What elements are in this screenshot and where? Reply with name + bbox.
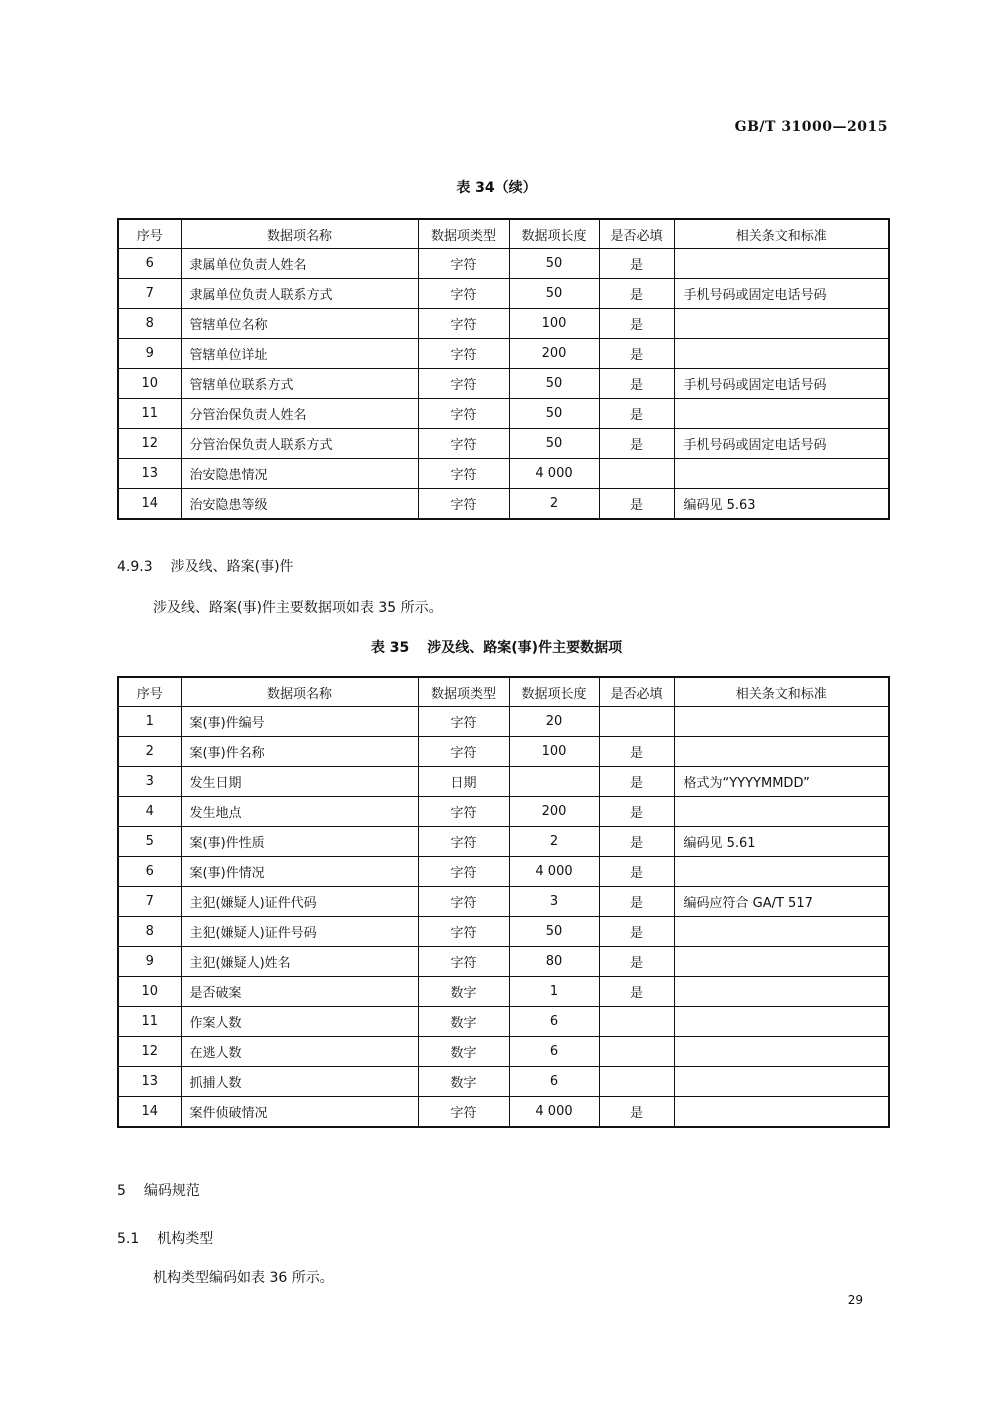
cell-seq: 4 bbox=[118, 797, 181, 827]
cell-item-name: 在逃人数 bbox=[181, 1037, 418, 1067]
cell-item-length: 200 bbox=[509, 339, 599, 369]
table-row bbox=[118, 917, 889, 947]
table-row bbox=[118, 827, 889, 857]
table-34-caption: 表 34（续） bbox=[456, 180, 537, 196]
header-item-name: 数据项名称 bbox=[181, 677, 418, 707]
cell-required: 是 bbox=[599, 279, 674, 309]
header-seq: 序号 bbox=[118, 219, 181, 249]
cell-seq: 11 bbox=[118, 399, 181, 429]
cell-item-length: 1 bbox=[509, 977, 599, 1007]
cell-item-type: 数字 bbox=[418, 977, 509, 1007]
cell-seq: 6 bbox=[118, 857, 181, 887]
cell-item-type: 字符 bbox=[418, 399, 509, 429]
cell-required: 是 bbox=[599, 249, 674, 279]
table-row bbox=[118, 737, 889, 767]
cell-item-length: 4 000 bbox=[509, 857, 599, 887]
cell-item-length: 200 bbox=[509, 797, 599, 827]
cell-seq: 10 bbox=[118, 977, 181, 1007]
header-item-name: 数据项名称 bbox=[181, 219, 418, 249]
cell-seq: 12 bbox=[118, 429, 181, 459]
cell-item-name: 案(事)件编号 bbox=[181, 707, 418, 737]
cell-required: 是 bbox=[599, 797, 674, 827]
cell-item-type: 字符 bbox=[418, 369, 509, 399]
cell-seq: 7 bbox=[118, 887, 181, 917]
cell-item-length: 6 bbox=[509, 1007, 599, 1037]
table-row bbox=[118, 1097, 889, 1128]
cell-reference bbox=[674, 947, 889, 977]
section-5-1-heading bbox=[117, 1228, 213, 1248]
cell-item-name: 作案人数 bbox=[181, 1007, 418, 1037]
cell-item-name: 抓捕人数 bbox=[181, 1067, 418, 1097]
cell-item-type: 字符 bbox=[418, 797, 509, 827]
cell-item-length: 4 000 bbox=[509, 459, 599, 489]
cell-item-name: 发生地点 bbox=[181, 797, 418, 827]
cell-item-length: 50 bbox=[509, 917, 599, 947]
header-required: 是否必填 bbox=[599, 219, 674, 249]
table-row bbox=[118, 1067, 889, 1097]
header-item-type: 数据项类型 bbox=[418, 219, 509, 249]
table-row bbox=[118, 369, 889, 399]
table-35-caption bbox=[0, 637, 993, 657]
cell-item-type: 字符 bbox=[418, 737, 509, 767]
table-row bbox=[118, 947, 889, 977]
cell-item-name: 案(事)件情况 bbox=[181, 857, 418, 887]
cell-seq: 8 bbox=[118, 309, 181, 339]
cell-item-name: 隶属单位负责人姓名 bbox=[181, 249, 418, 279]
cell-required: 是 bbox=[599, 737, 674, 767]
cell-item-type: 数字 bbox=[418, 1067, 509, 1097]
table-row bbox=[118, 339, 889, 369]
cell-reference bbox=[674, 857, 889, 887]
page-number: 29 bbox=[847, 1293, 863, 1307]
cell-item-name: 管辖单位详址 bbox=[181, 339, 418, 369]
cell-item-name: 发生日期 bbox=[181, 767, 418, 797]
cell-item-name: 分管治保负责人姓名 bbox=[181, 399, 418, 429]
cell-required: 是 bbox=[599, 1097, 674, 1128]
cell-item-length: 4 000 bbox=[509, 1097, 599, 1128]
cell-reference bbox=[674, 1067, 889, 1097]
cell-item-name: 主犯(嫌疑人)姓名 bbox=[181, 947, 418, 977]
cell-item-name: 主犯(嫌疑人)证件代码 bbox=[181, 887, 418, 917]
cell-item-type: 字符 bbox=[418, 429, 509, 459]
cell-required bbox=[599, 1007, 674, 1037]
table-row bbox=[118, 977, 889, 1007]
cell-seq: 9 bbox=[118, 947, 181, 977]
table-row bbox=[118, 707, 889, 737]
cell-required: 是 bbox=[599, 767, 674, 797]
cell-item-type: 字符 bbox=[418, 857, 509, 887]
table-row bbox=[118, 309, 889, 339]
section-4-9-3-paragraph: 涉及线、路案(事)件主要数据项如表 35 所示。 bbox=[153, 600, 443, 616]
cell-seq: 8 bbox=[118, 917, 181, 947]
cell-reference bbox=[674, 737, 889, 767]
cell-reference: 编码见 5.63 bbox=[674, 489, 889, 520]
cell-reference: 格式为“YYYYMMDD” bbox=[674, 767, 889, 797]
cell-item-name: 案(事)件性质 bbox=[181, 827, 418, 857]
header-required: 是否必填 bbox=[599, 677, 674, 707]
table-row bbox=[118, 857, 889, 887]
cell-required: 是 bbox=[599, 309, 674, 339]
cell-seq: 9 bbox=[118, 339, 181, 369]
cell-seq: 10 bbox=[118, 369, 181, 399]
cell-seq: 13 bbox=[118, 459, 181, 489]
cell-item-length bbox=[509, 767, 599, 797]
cell-reference bbox=[674, 249, 889, 279]
section-5-heading bbox=[117, 1180, 200, 1200]
cell-item-name: 主犯(嫌疑人)证件号码 bbox=[181, 917, 418, 947]
cell-item-length: 20 bbox=[509, 707, 599, 737]
table-row bbox=[118, 399, 889, 429]
cell-item-length: 6 bbox=[509, 1067, 599, 1097]
cell-item-name: 治安隐患等级 bbox=[181, 489, 418, 520]
cell-item-length: 3 bbox=[509, 887, 599, 917]
header-item-length: 数据项长度 bbox=[509, 677, 599, 707]
cell-seq: 7 bbox=[118, 279, 181, 309]
cell-required: 是 bbox=[599, 429, 674, 459]
cell-reference bbox=[674, 1037, 889, 1067]
cell-item-type: 字符 bbox=[418, 917, 509, 947]
table-row bbox=[118, 767, 889, 797]
cell-item-length: 50 bbox=[509, 279, 599, 309]
table-row bbox=[118, 459, 889, 489]
cell-item-length: 50 bbox=[509, 249, 599, 279]
cell-required: 是 bbox=[599, 947, 674, 977]
cell-item-type: 日期 bbox=[418, 767, 509, 797]
cell-item-type: 字符 bbox=[418, 489, 509, 520]
table-row bbox=[118, 429, 889, 459]
cell-item-name: 治安隐患情况 bbox=[181, 459, 418, 489]
section-5-1-paragraph: 机构类型编码如表 36 所示。 bbox=[153, 1270, 334, 1286]
cell-required: 是 bbox=[599, 339, 674, 369]
cell-item-type: 字符 bbox=[418, 279, 509, 309]
cell-item-length: 6 bbox=[509, 1037, 599, 1067]
cell-item-name: 分管治保负责人联系方式 bbox=[181, 429, 418, 459]
cell-reference bbox=[674, 399, 889, 429]
section-title: 涉及线、路案(事)件 bbox=[170, 559, 294, 575]
cell-seq: 14 bbox=[118, 1097, 181, 1128]
cell-required: 是 bbox=[599, 977, 674, 1007]
table-row bbox=[118, 1007, 889, 1037]
cell-item-type: 字符 bbox=[418, 309, 509, 339]
cell-item-type: 字符 bbox=[418, 707, 509, 737]
cell-item-name: 管辖单位名称 bbox=[181, 309, 418, 339]
header-reference: 相关条文和标准 bbox=[674, 677, 889, 707]
cell-item-type: 字符 bbox=[418, 249, 509, 279]
cell-item-type: 字符 bbox=[418, 887, 509, 917]
table-34 bbox=[117, 218, 890, 520]
cell-item-length: 2 bbox=[509, 489, 599, 520]
cell-reference: 手机号码或固定电话号码 bbox=[674, 429, 889, 459]
cell-item-name: 是否破案 bbox=[181, 977, 418, 1007]
cell-reference bbox=[674, 339, 889, 369]
header-item-length: 数据项长度 bbox=[509, 219, 599, 249]
cell-seq: 6 bbox=[118, 249, 181, 279]
table-row bbox=[118, 887, 889, 917]
cell-seq: 13 bbox=[118, 1067, 181, 1097]
table-row bbox=[118, 249, 889, 279]
cell-item-type: 字符 bbox=[418, 459, 509, 489]
table-row bbox=[118, 489, 889, 520]
cell-item-type: 字符 bbox=[418, 1097, 509, 1128]
table-row bbox=[118, 279, 889, 309]
table-35 bbox=[117, 676, 890, 1128]
cell-reference: 编码应符合 GA/T 517 bbox=[674, 887, 889, 917]
cell-item-length: 2 bbox=[509, 827, 599, 857]
cell-reference bbox=[674, 707, 889, 737]
cell-reference: 手机号码或固定电话号码 bbox=[674, 369, 889, 399]
cell-reference: 手机号码或固定电话号码 bbox=[674, 279, 889, 309]
cell-required: 是 bbox=[599, 917, 674, 947]
cell-item-type: 字符 bbox=[418, 827, 509, 857]
cell-item-length: 80 bbox=[509, 947, 599, 977]
cell-reference bbox=[674, 977, 889, 1007]
cell-reference bbox=[674, 917, 889, 947]
cell-required: 是 bbox=[599, 399, 674, 429]
cell-item-type: 数字 bbox=[418, 1007, 509, 1037]
cell-item-type: 字符 bbox=[418, 947, 509, 977]
cell-seq: 1 bbox=[118, 707, 181, 737]
cell-item-length: 50 bbox=[509, 369, 599, 399]
section-title: 编码规范 bbox=[143, 1183, 200, 1199]
cell-seq: 2 bbox=[118, 737, 181, 767]
cell-item-name: 案(事)件名称 bbox=[181, 737, 418, 767]
cell-item-length: 100 bbox=[509, 309, 599, 339]
cell-item-name: 案件侦破情况 bbox=[181, 1097, 418, 1128]
cell-reference bbox=[674, 459, 889, 489]
table-row bbox=[118, 1037, 889, 1067]
cell-required: 是 bbox=[599, 887, 674, 917]
cell-item-length: 100 bbox=[509, 737, 599, 767]
cell-reference bbox=[674, 1097, 889, 1128]
cell-reference bbox=[674, 309, 889, 339]
cell-reference bbox=[674, 1007, 889, 1037]
cell-reference bbox=[674, 797, 889, 827]
header-item-type: 数据项类型 bbox=[418, 677, 509, 707]
cell-required: 是 bbox=[599, 827, 674, 857]
cell-item-type: 字符 bbox=[418, 339, 509, 369]
cell-seq: 12 bbox=[118, 1037, 181, 1067]
cell-seq: 3 bbox=[118, 767, 181, 797]
cell-seq: 14 bbox=[118, 489, 181, 520]
section-number: 4.9.3 bbox=[117, 559, 153, 575]
cell-seq: 5 bbox=[118, 827, 181, 857]
cell-required: 是 bbox=[599, 857, 674, 887]
cell-required bbox=[599, 1037, 674, 1067]
cell-required bbox=[599, 1067, 674, 1097]
cell-item-length: 50 bbox=[509, 399, 599, 429]
cell-item-type: 数字 bbox=[418, 1037, 509, 1067]
cell-required: 是 bbox=[599, 369, 674, 399]
cell-seq: 11 bbox=[118, 1007, 181, 1037]
cell-item-length: 50 bbox=[509, 429, 599, 459]
cell-reference: 编码见 5.61 bbox=[674, 827, 889, 857]
table-header-row bbox=[118, 677, 889, 707]
cell-required bbox=[599, 459, 674, 489]
section-title: 机构类型 bbox=[157, 1231, 214, 1247]
cell-item-name: 隶属单位负责人联系方式 bbox=[181, 279, 418, 309]
table-header-row bbox=[118, 219, 889, 249]
caption-number: 表 35 bbox=[370, 640, 410, 656]
cell-item-name: 管辖单位联系方式 bbox=[181, 369, 418, 399]
table-row bbox=[118, 797, 889, 827]
header-seq: 序号 bbox=[118, 677, 181, 707]
cell-required: 是 bbox=[599, 489, 674, 520]
cell-required bbox=[599, 707, 674, 737]
caption-title: 涉及线、路案(事)件主要数据项 bbox=[427, 640, 623, 656]
section-number: 5 bbox=[117, 1183, 126, 1199]
section-number: 5.1 bbox=[117, 1231, 140, 1247]
header-reference: 相关条文和标准 bbox=[674, 219, 889, 249]
section-4-9-3-heading bbox=[117, 556, 294, 576]
document-code: GB/T 31000—2015 bbox=[734, 119, 888, 135]
